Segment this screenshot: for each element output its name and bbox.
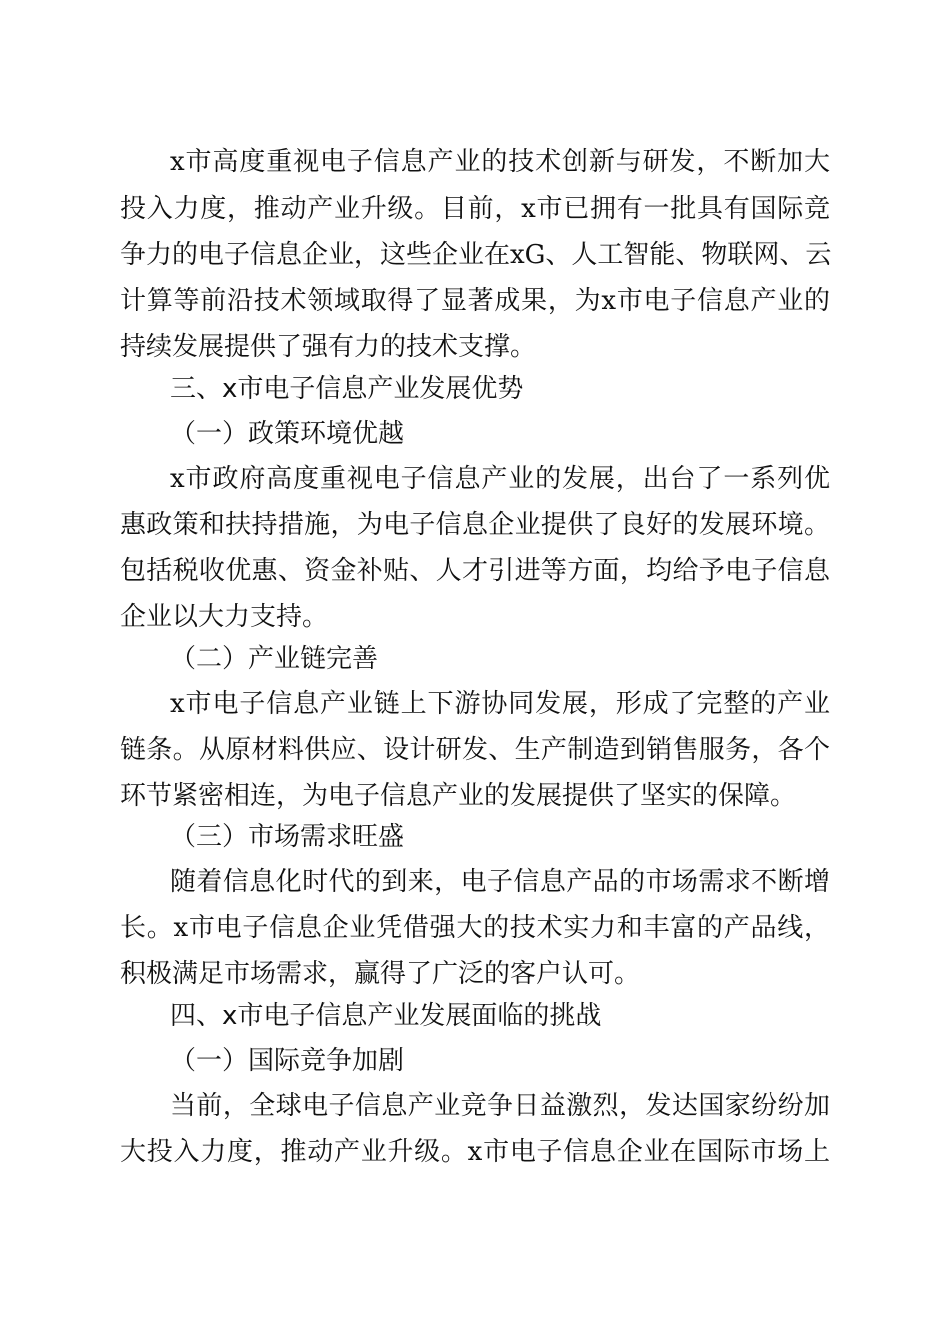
subsection-heading: （三）市场需求旺盛 bbox=[170, 822, 405, 852]
paragraph-line: 惠政策和扶持措施，为电子信息企业提供了良好的发展环境。 bbox=[120, 510, 830, 540]
paragraph-line: x市高度重视电子信息产业的技术创新与研发，不断加大 bbox=[170, 147, 830, 177]
paragraph-line: 计算等前沿技术领域取得了显著成果，为x市电子信息产业的 bbox=[120, 286, 830, 316]
paragraph-line: 长。x市电子信息企业凭借强大的技术实力和丰富的产品线， bbox=[120, 913, 830, 943]
paragraph-line: 大投入力度，推动产业升级。x市电子信息企业在国际市场上 bbox=[120, 1137, 830, 1167]
paragraph-line: 投入力度，推动产业升级。目前，x市已拥有一批具有国际竞 bbox=[120, 194, 830, 224]
section-heading: 四、x市电子信息产业发展面临的挑战 bbox=[170, 1001, 602, 1031]
section-heading: 三、x市电子信息产业发展优势 bbox=[170, 374, 524, 404]
paragraph-line: 持续发展提供了强有力的技术支撑。 bbox=[120, 332, 537, 362]
subsection-heading: （一）国际竞争加剧 bbox=[170, 1046, 405, 1076]
paragraph-line: x市政府高度重视电子信息产业的发展，出台了一系列优 bbox=[170, 464, 830, 494]
paragraph-line: x市电子信息产业链上下游协同发展，形成了完整的产业 bbox=[170, 689, 830, 719]
paragraph-line: 争力的电子信息企业，这些企业在xG、人工智能、物联网、云 bbox=[120, 240, 832, 270]
subsection-heading: （二）产业链完善 bbox=[170, 644, 379, 674]
paragraph-line: 包括税收优惠、资金补贴、人才引进等方面，均给予电子信息 bbox=[120, 556, 830, 586]
paragraph-line: 积极满足市场需求，赢得了广泛的客户认可。 bbox=[120, 959, 641, 989]
paragraph-line: 链条。从原材料供应、设计研发、生产制造到销售服务，各个 bbox=[120, 735, 830, 765]
paragraph-line: 企业以大力支持。 bbox=[120, 602, 329, 632]
paragraph-line: 当前，全球电子信息产业竞争日益激烈，发达国家纷纷加 bbox=[170, 1091, 830, 1121]
paragraph-line: 环节紧密相连，为电子信息产业的发展提供了坚实的保障。 bbox=[120, 781, 797, 811]
paragraph-line: 随着信息化时代的到来，电子信息产品的市场需求不断增 bbox=[170, 867, 830, 897]
subsection-heading: （一）政策环境优越 bbox=[170, 419, 405, 449]
